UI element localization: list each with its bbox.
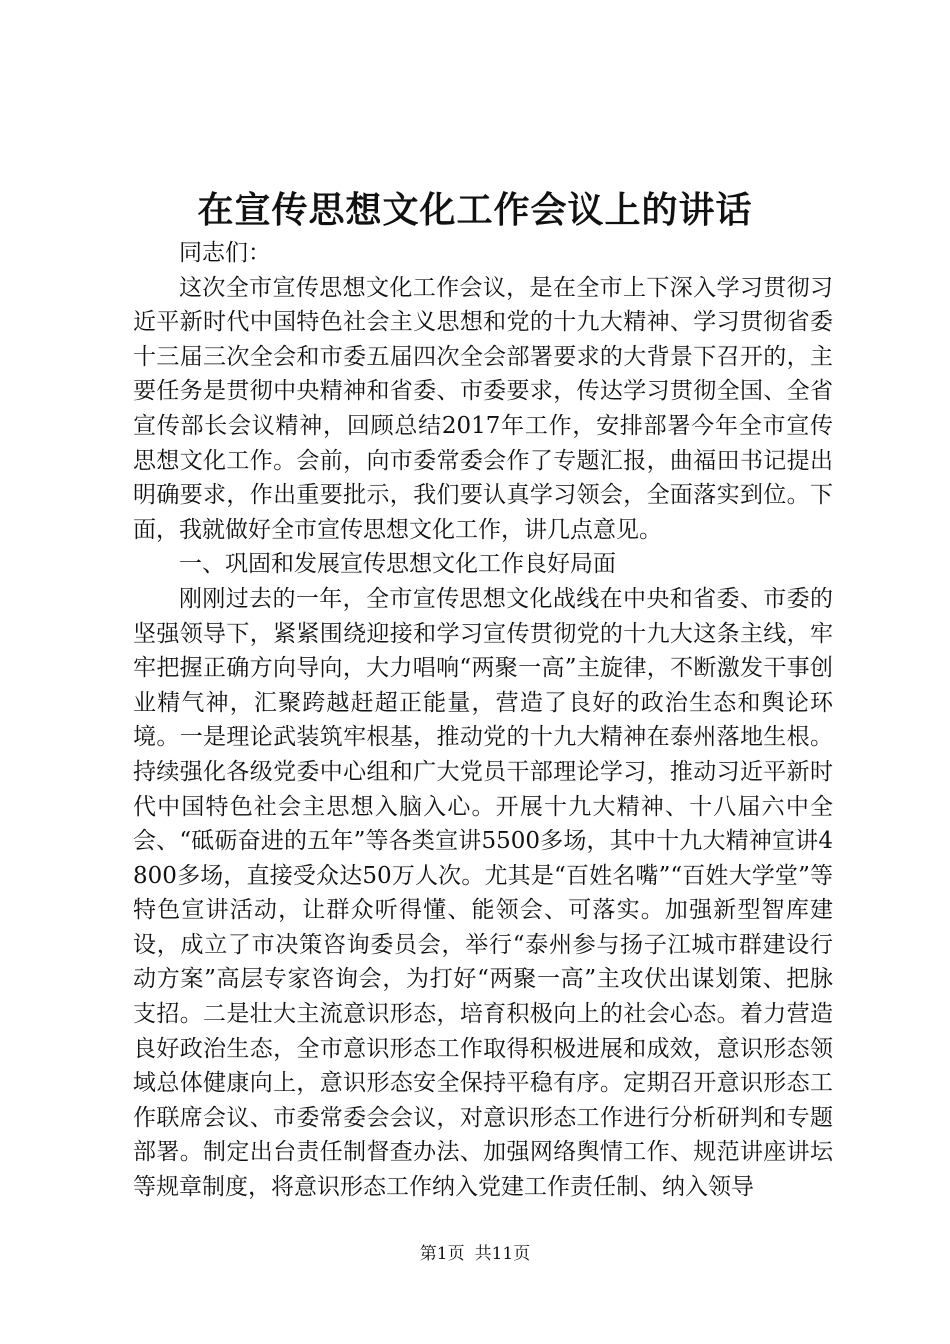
document-title: 在宣传思想文化工作会议上的讲话: [197, 189, 753, 231]
section-body-paragraph: 刚刚过去的一年，全市宣传思想文化战线在中央和省委、市委的坚强领导下，紧紧围绕迎接和学习宣传贯彻党的十九大这条主线，牢牢把握正确方向导向，大力唱响“两聚一高”主旋律，不断激发干事创业精气神，汇聚跨越赶超正能量，营造了良好的政治生态和舆论环境。一是理论武装筑牢根基，推动党的十九大精神在泰州落地生根。持续强化各级党委中心组和广大党员干部理论学习，推动习近平新时代中国特色社会主思想入脑入心。开展十九大精神、十八届六中全会、“砥砺奋进的五年”等各类宣讲5500多场，其中十九大精神宣讲4800多场，直接受众达50万人次。尤其是“百姓名嘴”“百姓大学堂”等特色宣讲活动，让群众听得懂、能领会、可落实。加强新型智库建设，成立了市决策咨询委员会，举行“泰州参与扬子江城市群建设行动方案”高层专家咨询会，为打好“两聚一高”主攻伏出谋划策、把脉支招。二是壮大主流意识形态，培育积极向上的社会心态。着力营造良好政治生态，全市意识形态工作取得积极进展和成效，意识形态领域总体健康向上，意识形态安全保持平稳有序。定期召开意识形态工作联席会议、市委常委会会议，对意识形态工作进行分析研判和专题部署。制定出台责任制督查办法、加强网络舆情工作、规范讲座讲坛等规章制度，将意识形态工作纳入党建工作责任制、纳入领导: [133, 585, 833, 1201]
section-heading: 一、巩固和发展宣传思想文化工作良好局面: [179, 551, 616, 578]
salutation-paragraph: 同志们：: [179, 240, 271, 266]
page-total: 共11页: [474, 1244, 531, 1264]
page-number: 第1页: [419, 1244, 465, 1264]
page-footer: [0, 1242, 950, 1266]
intro-paragraph: 这次全市宣传思想文化工作会议，是在全市上下深入学习贯彻习近平新时代中国特色社会主义思想和党的十九大精神、学习贯彻省委十三届三次全会和市委五届四次全会部署要求的大背景下召开的，主要任务是贯彻中央精神和省委、市委要求，传达学习贯彻全国、全省宣传部长会议精神，回顾总结2017年工作，安排部署今年全市宣传思想文化工作。会前，向市委常委会作了专题汇报，曲福田书记提出明确要求，作出重要批示，我们要认真学习领会，全面落实到位。下面，我就做好全市宣传思想文化工作，讲几点意见。: [133, 274, 833, 543]
document-body: [133, 236, 833, 1205]
